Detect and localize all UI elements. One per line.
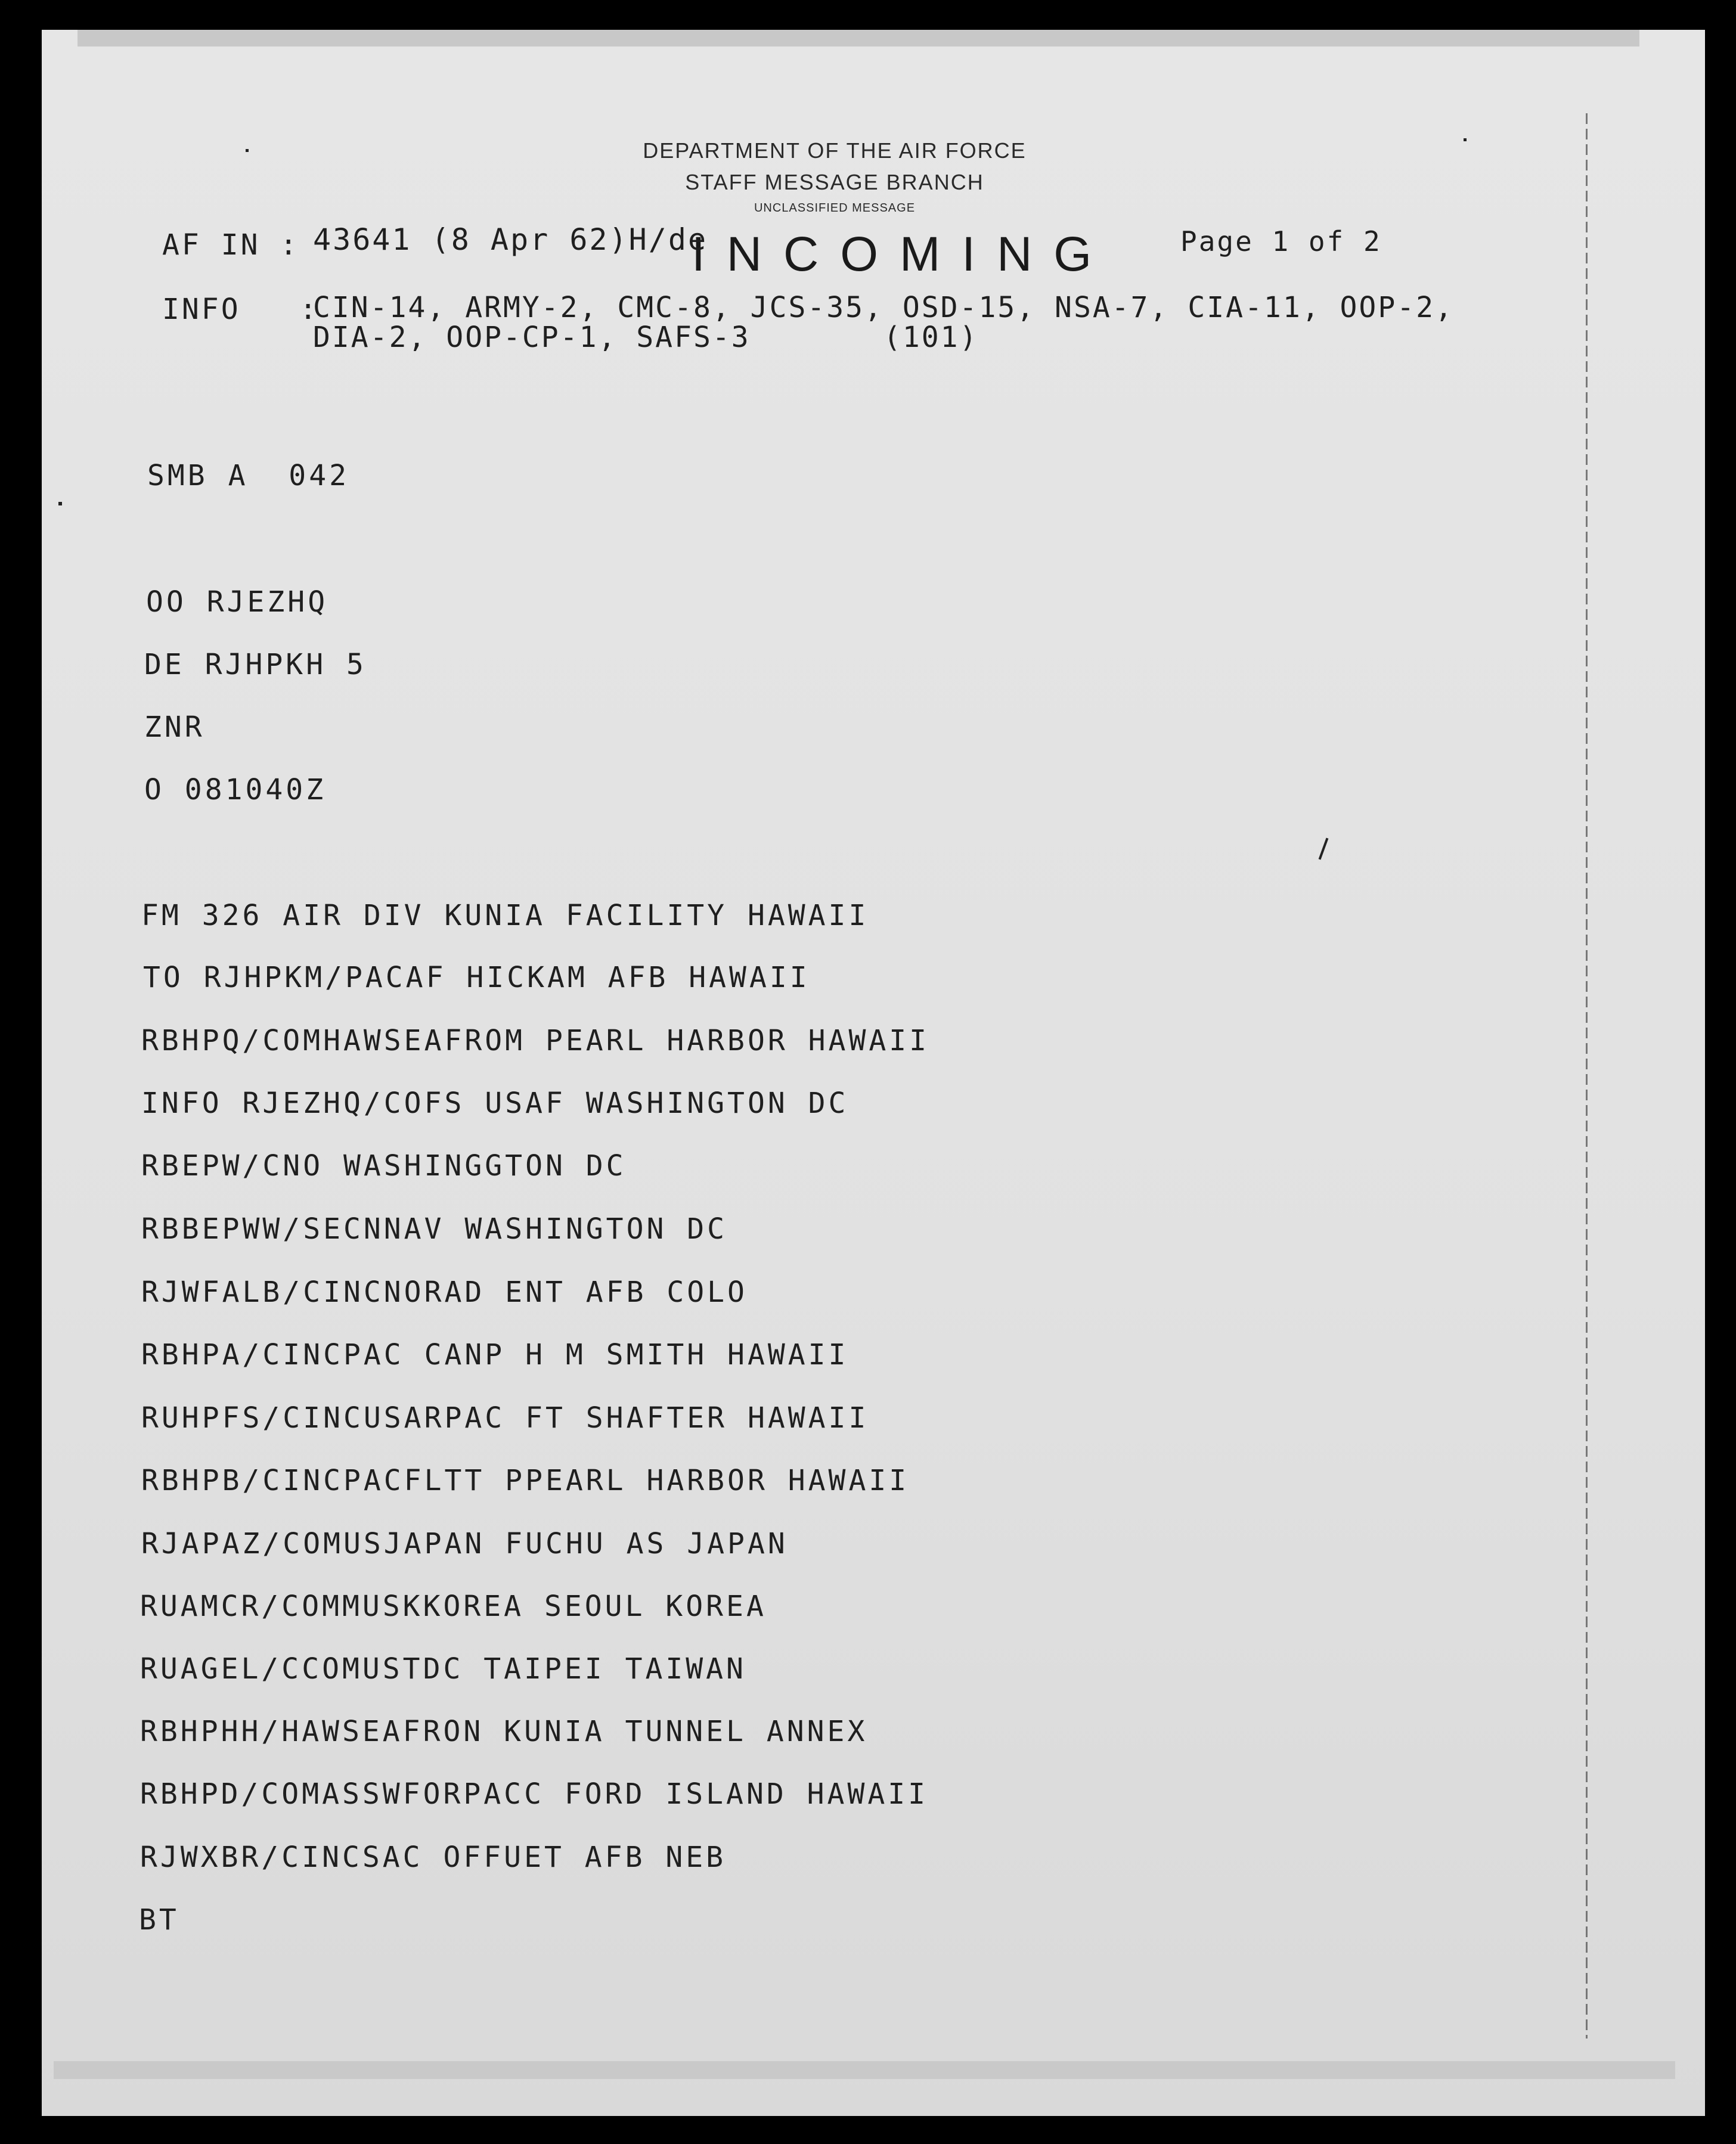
message-line: RBHPA/CINCPAC CANP H M SMITH HAWAII bbox=[141, 1338, 849, 1372]
smb-line: SMB A 042 bbox=[147, 459, 349, 492]
speck-mark bbox=[246, 149, 249, 152]
info-distribution-line-2: DIA-2, OOP-CP-1, SAFS-3 (101) bbox=[313, 321, 979, 354]
department-heading: DEPARTMENT OF THE AIR FORCE bbox=[643, 138, 1027, 163]
message-line: RBHPB/CINCPACFLTT PPEARL HARBOR HAWAII bbox=[141, 1464, 910, 1497]
page-number: Page 1 of 2 bbox=[1180, 225, 1382, 257]
message-line: RBEPW/CNO WASHINGGTON DC bbox=[141, 1149, 627, 1183]
info-distribution-line-1: CIN-14, ARMY-2, CMC-8, JCS-35, OSD-15, NSA-7, CIA-11, OOP-2, bbox=[313, 291, 1454, 324]
message-line: RJWFALB/CINCNORAD ENT AFB COLO bbox=[141, 1276, 748, 1309]
info-label: INFO : bbox=[162, 293, 320, 326]
af-in-label: AF IN : bbox=[162, 228, 300, 262]
message-line: RUAGEL/CCOMUSTDC TAIPEI TAIWAN bbox=[140, 1652, 746, 1686]
right-margin-rule bbox=[1586, 113, 1588, 2038]
znr-line: ZNR bbox=[144, 710, 205, 744]
message-line: INFO RJEZHQ/COFS USAF WASHINGTON DC bbox=[141, 1087, 849, 1120]
message-line: TO RJHPKM/PACAF HICKAM AFB HAWAII bbox=[143, 961, 810, 994]
de-line: DE RJHPKH 5 bbox=[144, 648, 367, 681]
message-line: RJAPAZ/COMUSJAPAN FUCHU AS JAPAN bbox=[141, 1527, 788, 1560]
message-line: RBBEPWW/SECNNAV WASHINGTON DC bbox=[141, 1212, 728, 1246]
page-bottom-border bbox=[54, 2061, 1675, 2079]
incoming-heading: INCOMING bbox=[692, 227, 1114, 281]
speck-mark bbox=[1464, 138, 1467, 141]
message-line: RUAMCR/COMMUSKKOREA SEOUL KOREA bbox=[140, 1590, 767, 1623]
dtg-line: O 081040Z bbox=[144, 773, 327, 806]
branch-heading: STAFF MESSAGE BRANCH bbox=[685, 170, 984, 194]
message-line: RUHPFS/CINCUSARPAC FT SHAFTER HAWAII bbox=[141, 1401, 869, 1435]
message-line: RBHPHH/HAWSEAFRON KUNIA TUNNEL ANNEX bbox=[140, 1715, 868, 1748]
precedence-line: OO RJEZHQ bbox=[146, 585, 328, 619]
af-in-value: 43641 (8 Apr 62)H/de bbox=[313, 222, 708, 257]
message-line: RBHPD/COMASSWFORPACC FORD ISLAND HAWAII bbox=[140, 1777, 929, 1811]
message-line: RBHPQ/COMHAWSEAFROM PEARL HARBOR HAWAII bbox=[141, 1024, 930, 1057]
break-line: BT bbox=[139, 1903, 179, 1937]
page-top-border bbox=[78, 30, 1639, 46]
message-line: FM 326 AIR DIV KUNIA FACILITY HAWAII bbox=[141, 899, 869, 932]
speck-mark bbox=[58, 502, 62, 505]
classification-label: UNCLASSIFIED MESSAGE bbox=[754, 201, 916, 215]
message-line: RJWXBR/CINCSAC OFFUET AFB NEB bbox=[140, 1841, 727, 1874]
